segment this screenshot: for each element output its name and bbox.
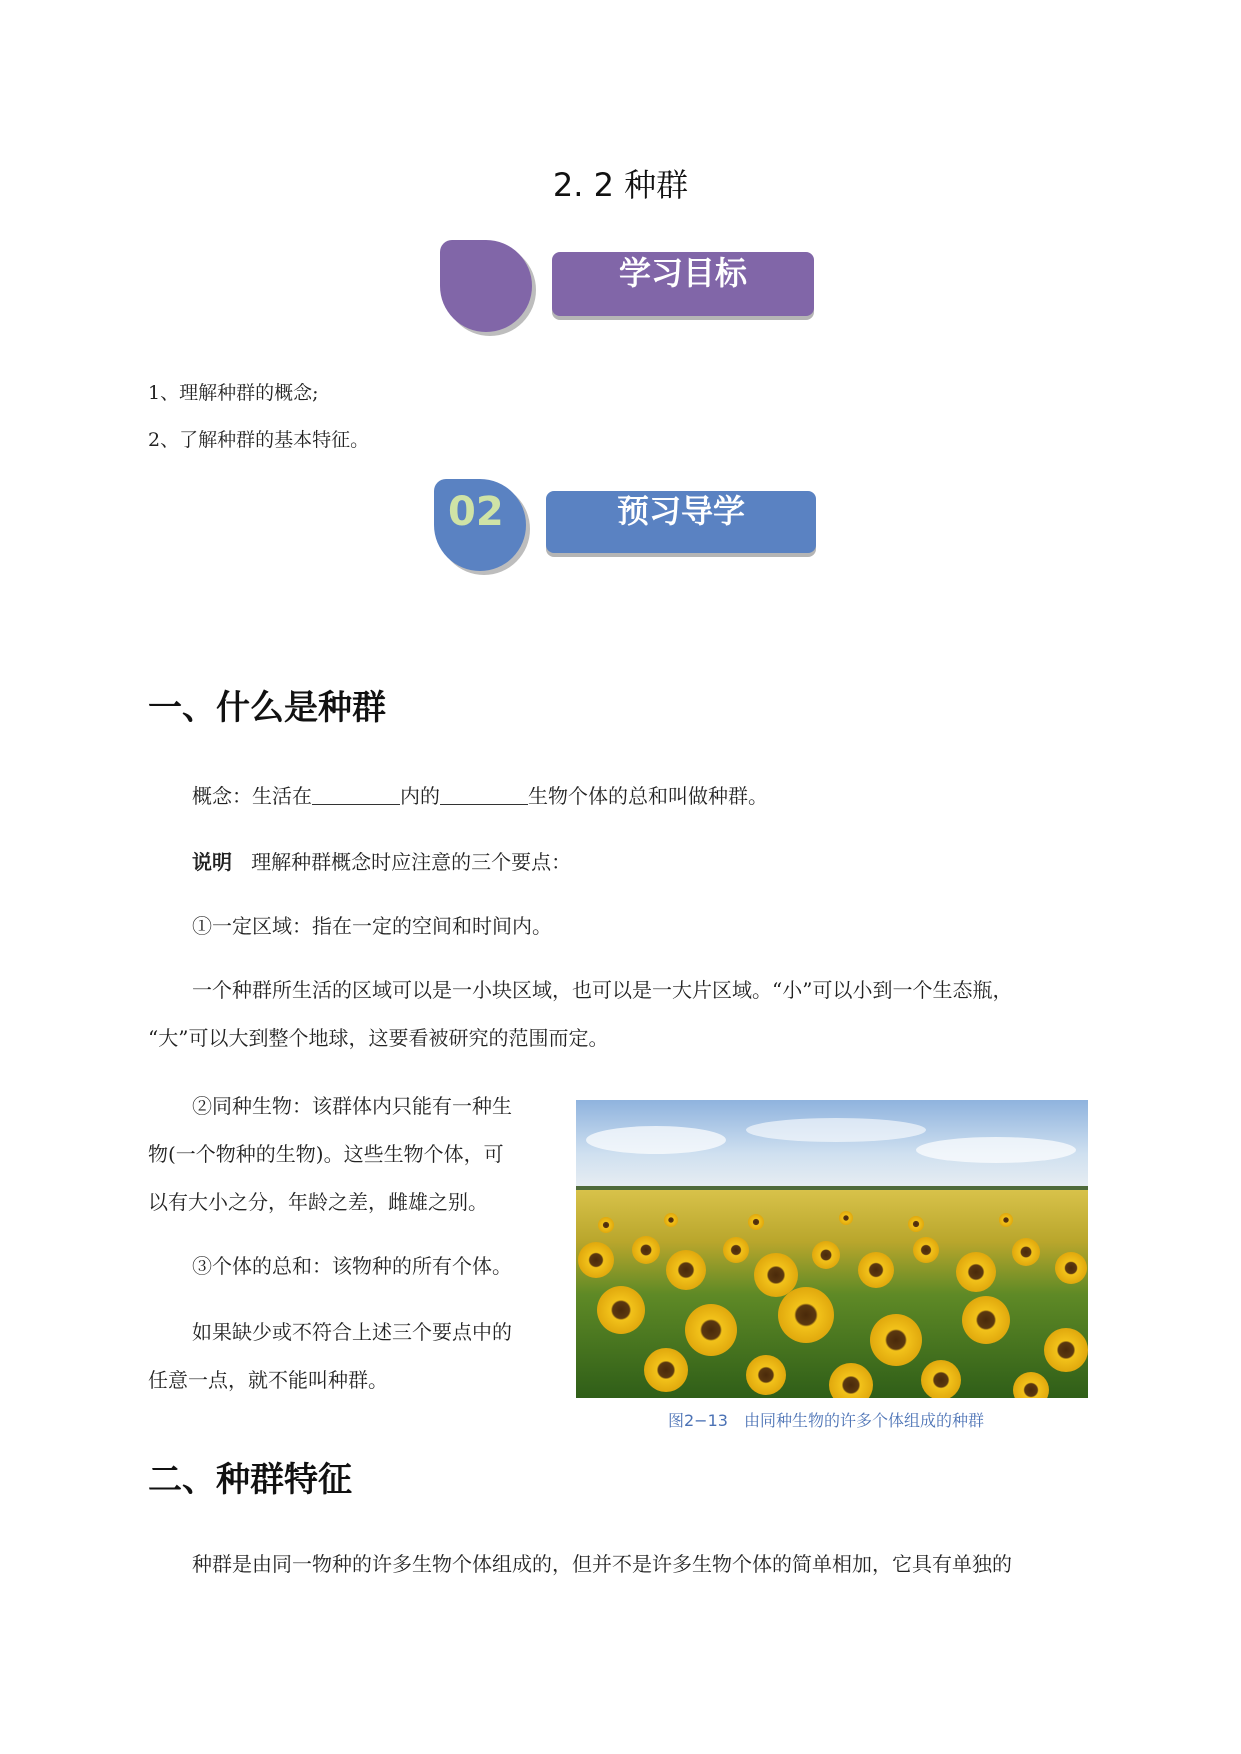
blank-1 <box>312 784 400 805</box>
page-title: 2. 2 种群 <box>552 166 689 204</box>
section1-heading: 一、什么是种群 <box>148 688 386 728</box>
concept-suffix: 生物个体的总和叫做种群。 <box>528 784 768 808</box>
conclusion-line-1: 如果缺少或不符合上述三个要点中的 <box>192 1320 512 1344</box>
point-2-line-3: 以有大小之分，年龄之差，雌雄之别。 <box>148 1190 488 1214</box>
conclusion-line-2: 任意一点，就不能叫种群。 <box>148 1368 388 1392</box>
concept-prefix: 概念：生活在 <box>192 784 312 808</box>
goals-badge-circle <box>440 240 532 332</box>
goals-badge <box>436 238 816 338</box>
preview-badge-number: 02 <box>448 489 504 535</box>
section2-paragraph: 种群是由同一物种的许多生物个体组成的，但并不是许多生物个体的简单相加，它具有单独的 <box>192 1552 1012 1576</box>
concept-mid: 内的 <box>400 784 440 808</box>
blank-2 <box>440 784 528 805</box>
concept-line <box>192 772 768 820</box>
goals-badge-label: 学习目标 <box>552 252 814 316</box>
point-3: ③个体的总和：该物种的所有个体。 <box>192 1254 512 1278</box>
note-text: 理解种群概念时应注意的三个要点： <box>251 850 572 874</box>
point-1: ①一定区域：指在一定的空间和时间内。 <box>192 914 552 938</box>
sunflower-field-svg <box>576 1100 1088 1398</box>
figure-caption: 图2−13 由同种生物的许多个体组成的种群 <box>668 1411 984 1430</box>
preview-badge-label: 预习导学 <box>546 491 816 553</box>
goal-item-1: 1、理解种群的概念; <box>148 382 319 404</box>
point-2-line-1: ②同种生物：该群体内只能有一种生 <box>192 1094 512 1118</box>
note-label: 说明 <box>192 850 232 874</box>
point-2-line-2: 物(一个物种的生物)。这些生物个体，可 <box>148 1142 504 1166</box>
preview-badge <box>430 475 830 585</box>
sunflower-field-image <box>576 1100 1088 1398</box>
section2-heading: 二、种群特征 <box>148 1460 352 1500</box>
goal-item-2: 2、了解种群的基本特征。 <box>148 429 370 451</box>
point-1-detail-line-1: 一个种群所生活的区域可以是一小块区域，也可以是一大片区域。“小”可以小到一个生态瓶， <box>192 978 1013 1002</box>
note-line <box>192 838 571 886</box>
point-1-detail-line-2: “大”可以大到整个地球，这要看被研究的范围而定。 <box>148 1026 609 1050</box>
